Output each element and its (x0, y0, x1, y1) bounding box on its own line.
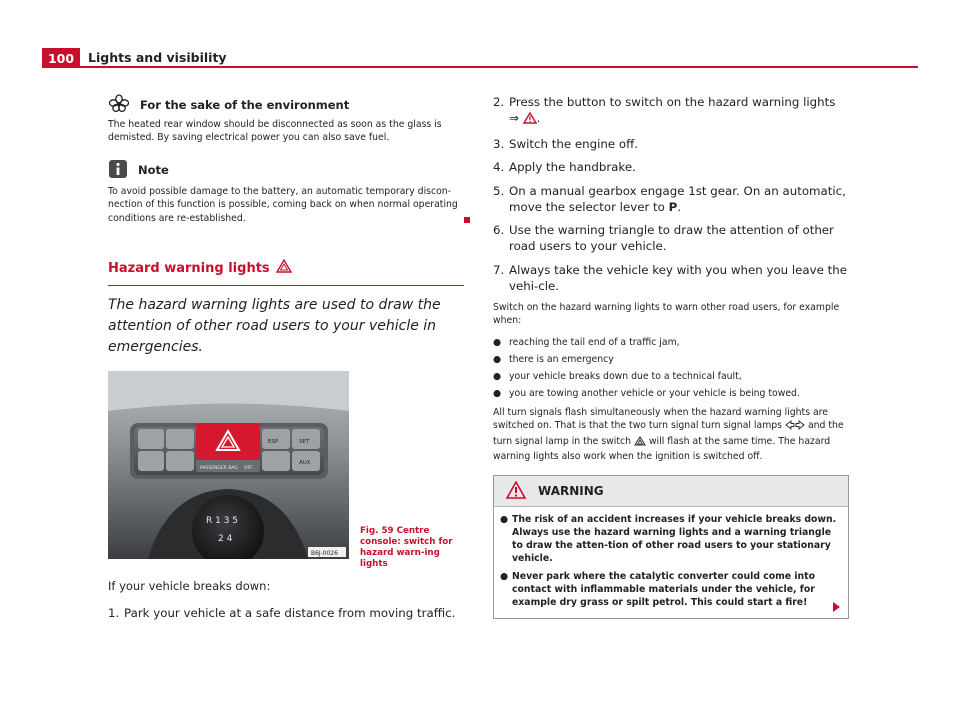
section-intro: The hazard warning lights are used to draw the attention of other road users to your vehicle in emergencies. (108, 297, 441, 356)
explanation: All turn signals flash simultaneously when the hazard warning lights are switched on. That is that the two turn signal turn signal lamps and the turn signal lamp in the switch will flash at the same time. The hazard warning lights also work when the ignition is switched off. (493, 406, 844, 463)
aux-label: AUX (299, 460, 311, 467)
warning-item: ● The risk of an accident increases if your vehicle breaks down. Always use the hazard warning lights and a warning triangle to draw the atten-tion of other road users to your stationary vehicle. (500, 514, 837, 565)
hazard-switch-icon (634, 436, 646, 450)
header-rule (80, 66, 918, 68)
warning-item: ● Never park where the catalytic converter could come into contact with inflammable materials under the vehicle, for example dry grass or spilt petrol. This could start a fire! (500, 571, 815, 609)
info-note (108, 159, 464, 225)
breakdown-lead: If your vehicle breaks down: (108, 579, 271, 594)
step-item: 6. Use the warning triangle to draw the attention of other road users to your vehicle. (493, 223, 834, 253)
esp-label: ESP (268, 439, 279, 446)
warning-triangle-icon (523, 112, 537, 128)
end-mark (464, 217, 470, 223)
figure-caption: Fig. 59 Centre console: switch for hazard warn-ing lights (360, 526, 453, 570)
centre-console-image (108, 371, 349, 559)
step-item: 1. Park your vehicle at a safe distance from moving traffic. (108, 606, 456, 621)
usage-list (493, 336, 849, 400)
step-item: 7. Always take the vehicle key with you when you leave the vehi-cle. (493, 262, 848, 293)
step-item: 3. Switch the engine off. (493, 136, 638, 151)
page-number: 100 (42, 48, 80, 68)
step-item: 4. Apply the handbrake. (493, 160, 636, 174)
environment-note (108, 94, 464, 145)
continue-arrow-icon (833, 602, 840, 612)
section-title: Hazard warning lights (108, 260, 270, 276)
page-section-title: Lights and visibility (88, 50, 227, 65)
list-item: ● you are towing another vehicle or your vehicle is being towed. (493, 387, 800, 399)
passenger-bag-label: PASSENGER BAG (200, 466, 238, 472)
usage-intro: Switch on the hazard warning lights to warn other road users, for example when: (493, 302, 840, 327)
step-item: 5. On a manual gearbox engage 1st gear. On an automatic, move the selector lever to P. (493, 183, 846, 214)
figure-code: B6J-0026 (311, 550, 338, 558)
environment-text: The heated rear window should be disconnected as soon as the glass is demisted. By saving electrical power you can also save fuel. (108, 119, 442, 144)
figure (108, 371, 464, 570)
warning-icon (506, 481, 526, 502)
info-icon (108, 159, 128, 182)
section-heading (108, 259, 464, 286)
list-item: ● reaching the tail end of a traffic jam, (493, 336, 680, 348)
right-column (493, 94, 849, 619)
hazard-triangle-icon (276, 259, 292, 277)
left-column (108, 94, 464, 629)
gear-bottom-label: 2 4 (218, 534, 233, 545)
page-header (0, 0, 960, 70)
warning-box (493, 475, 849, 619)
step-item: 2. Press the button to switch on the hazard warning lights ⇒ . (493, 94, 849, 128)
flower-icon (108, 94, 130, 115)
off-label: OFF (244, 466, 253, 472)
note-title: Note (138, 163, 169, 178)
environment-title: For the sake of the environment (140, 97, 350, 112)
turn-signal-icon (785, 420, 805, 434)
set-label: SET (299, 439, 310, 446)
list-item: ● there is an emergency (493, 353, 614, 365)
gear-top-label: R 1 3 5 (206, 516, 239, 527)
note-text: To avoid possible damage to the battery, an automatic temporary discon-nection of this function is possible, coming back on when normal operating conditions are re-established. (108, 185, 458, 224)
warning-title: WARNING (538, 484, 604, 499)
list-item: ● your vehicle breaks down due to a technical fault, (493, 370, 742, 382)
